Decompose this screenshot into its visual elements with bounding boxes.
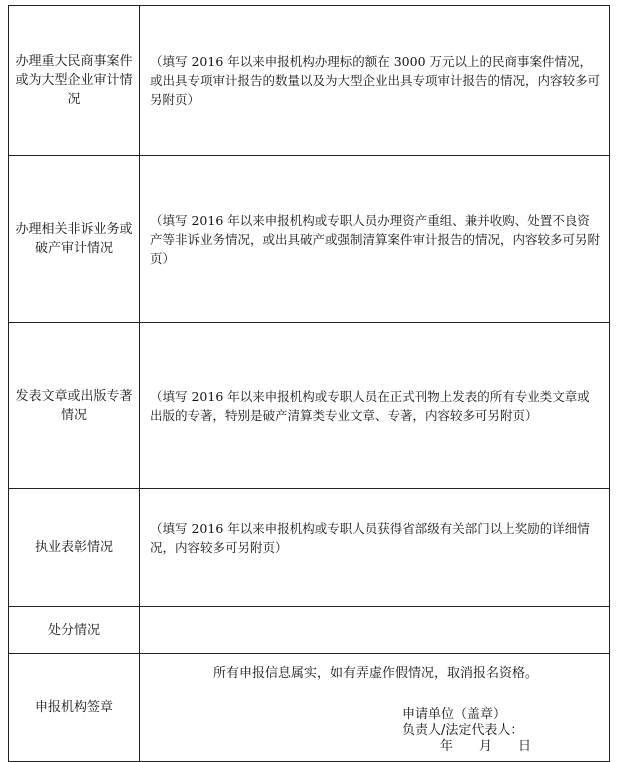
signature-statement: 所有申报信息属实，如有弄虚作假情况，取消报名资格。 bbox=[212, 666, 538, 681]
row-label-signature: 申报机构签章 bbox=[9, 654, 140, 762]
form-row-signature bbox=[9, 654, 610, 762]
row-content-major-cases: （填写 2016 年以来申报机构办理标的额在 3000 万元以上的民商事案件情况，或出具专项审计报告的数量以及为大型企业出具专项审计报告的情况，内容较多可另附页） bbox=[140, 6, 610, 156]
date-line: 年 月 日 bbox=[440, 739, 532, 754]
row-label-non-litigation: 办理相关非诉业务或破产审计情况 bbox=[9, 156, 140, 323]
signature-cell bbox=[140, 654, 610, 762]
row-label-publications: 发表文章或出版专著情况 bbox=[9, 323, 140, 489]
form-row-non-litigation bbox=[9, 156, 610, 323]
form-row-awards bbox=[9, 489, 610, 607]
row-content-publications: （填写 2016 年以来申报机构或专职人员在正式刊物上发表的所有专业类文章或出版的专著，特别是破产清算类专业文章、专著，内容较多可另附页） bbox=[140, 323, 610, 489]
form-row-publications bbox=[9, 323, 610, 489]
legal-representative-line: 负责人/法定代表人： bbox=[402, 723, 524, 738]
row-content-awards: （填写 2016 年以来申报机构或专职人员获得省部级有关部门以上奖励的详细情况，内容较多可另附页） bbox=[140, 489, 610, 607]
application-form-table bbox=[8, 5, 610, 762]
row-content-penalties bbox=[140, 607, 610, 654]
signature-block bbox=[402, 707, 601, 755]
row-label-awards: 执业表彰情况 bbox=[9, 489, 140, 607]
form-row-major-cases bbox=[9, 6, 610, 156]
form-row-penalties bbox=[9, 607, 610, 654]
row-label-major-cases: 办理重大民商事案件或为大型企业审计情况 bbox=[9, 6, 140, 156]
row-content-non-litigation: （填写 2016 年以来申报机构或专职人员办理资产重组、兼并收购、处置不良资产等非诉业务情况，或出具破产或强制清算案件审计报告的情况，内容较多可另附页） bbox=[140, 156, 610, 323]
row-label-penalties: 处分情况 bbox=[9, 607, 140, 654]
applicant-unit-seal-line: 申请单位（盖章） bbox=[402, 707, 507, 722]
